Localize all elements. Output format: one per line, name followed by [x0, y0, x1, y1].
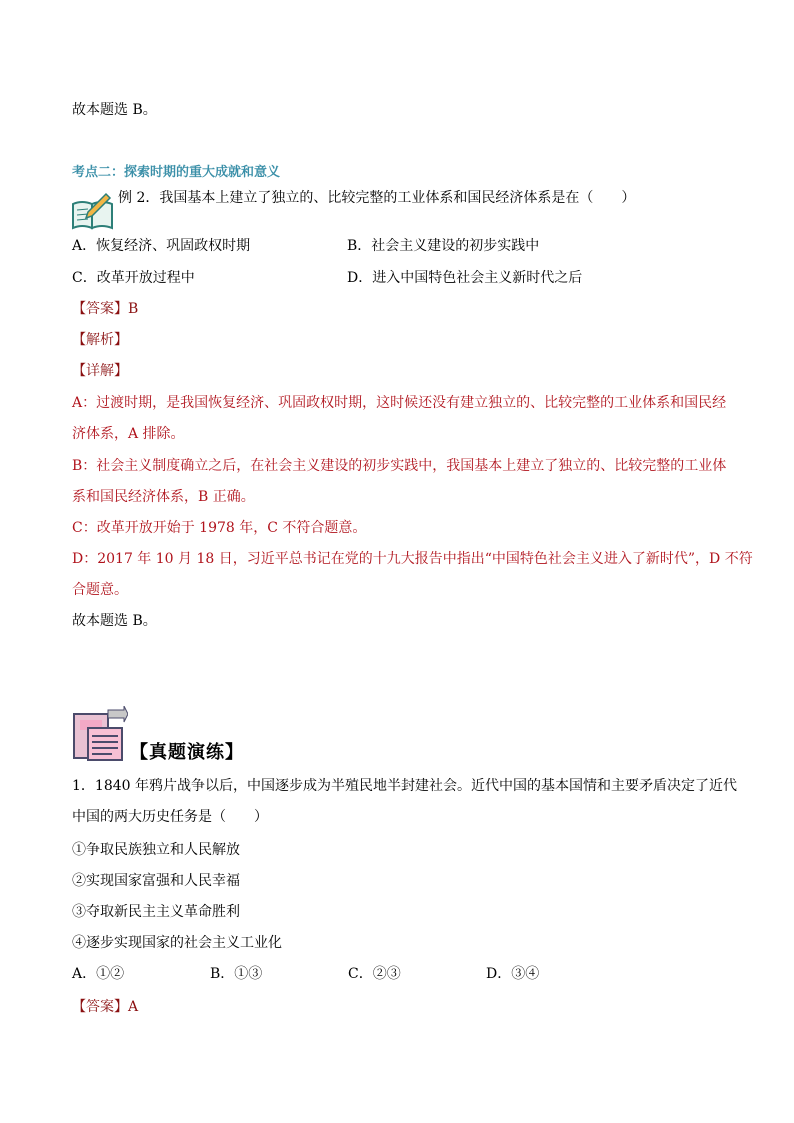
question1-line1: 1．1840 年鸦片战争以后，中国逐步成为半殖民地半封建社会。近代中国的基本国情和主要矛盾决定了近代 — [72, 778, 737, 794]
kaodian-heading: 考点二：探索时期的重大成就和意义 — [72, 165, 281, 180]
conclusion-text: 故本题选 B。 — [72, 102, 157, 118]
practice-option-b: B．①③ — [210, 966, 263, 982]
option-c: C．改革开放过程中 — [72, 270, 195, 286]
answer-label: 【答案】B — [72, 301, 139, 317]
document-stack-icon — [72, 706, 128, 762]
explanation-b-line1: B：社会主义制度确立之后，在社会主义建设的初步实践中，我国基本上建立了独立的、比较完整的工业体 — [72, 458, 727, 474]
explanation-d-line1: D：2017 年 10 月 18 日，习近平总书记在党的十九大报告中指出“中国特色社会主义进入了新时代”，D 不符 — [72, 551, 753, 567]
practice-option-c: C．②③ — [348, 966, 401, 982]
list-item: ②实现国家富强和人民幸福 — [72, 873, 240, 889]
explanation-c: C：改革开放开始于 1978 年，C 不符合题意。 — [72, 520, 367, 536]
explanation-a-line2: 济体系，A 排除。 — [72, 426, 185, 442]
example-question: 例 2．我国基本上建立了独立的、比较完整的工业体系和国民经济体系是在（ ） — [118, 190, 636, 206]
option-b: B．社会主义建设的初步实践中 — [347, 238, 540, 254]
list-item: ①争取民族独立和人民解放 — [72, 842, 240, 858]
analysis-label: 【解析】 — [72, 332, 128, 348]
explanation-a-line1: A：过渡时期，是我国恢复经济、巩固政权时期，这时候还没有建立独立的、比较完整的工业体系和国民经 — [72, 395, 727, 411]
option-a: A．恢复经济、巩固政权时期 — [72, 238, 251, 254]
practice-answer: 【答案】A — [72, 999, 139, 1015]
practice-title: 【真题演练】 — [130, 742, 244, 763]
detail-label: 【详解】 — [72, 363, 128, 379]
open-book-pencil-icon — [70, 192, 116, 232]
option-d: D．进入中国特色社会主义新时代之后 — [347, 270, 583, 286]
explanation-b-line2: 系和国民经济体系，B 正确。 — [72, 489, 255, 505]
explanation-d-line2: 合题意。 — [72, 582, 128, 598]
question1-line2: 中国的两大历史任务是（ ） — [72, 809, 268, 825]
practice-option-a: A．①② — [72, 966, 125, 982]
list-item: ③夺取新民主主义革命胜利 — [72, 904, 240, 920]
example-conclusion: 故本题选 B。 — [72, 613, 157, 629]
list-item: ④逐步实现国家的社会主义工业化 — [72, 935, 282, 951]
practice-option-d: D．③④ — [486, 966, 540, 982]
